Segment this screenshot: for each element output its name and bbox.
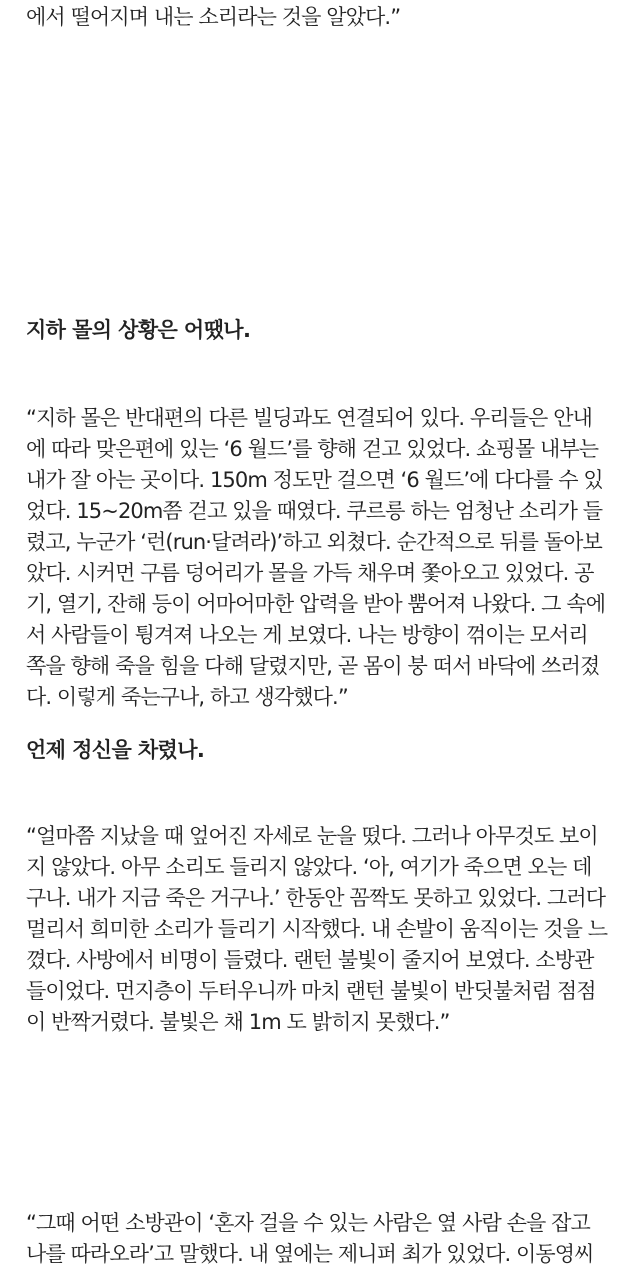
- text-line: 에 따라 맞은편에 있는 ‘6 월드’를 향해 걷고 있었다. 쇼핑몰 내부는: [26, 437, 599, 461]
- text-line: “그때 어떤 소방관이 ‘혼자 걸을 수 있는 사람은 옆 사람 손을 잡고: [26, 1211, 590, 1235]
- text-line: “얼마쯤 지났을 때 엎어진 자세로 눈을 떴다. 그러나 아무것도 보이: [26, 824, 598, 848]
- interview-question-2: [26, 735, 626, 766]
- text-line: 었다. 15~20m쯤 걷고 있을 때였다. 쿠르릉 하는 엄청난 소리가 들: [26, 499, 603, 523]
- text-line: 지 않았다. 아무 소리도 들리지 않았다. ‘아, 여기가 죽으면 오는 데: [26, 855, 592, 879]
- text-line: 다. 이렇게 죽는구나, 하고 생각했다.”: [26, 685, 348, 709]
- interview-answer-1: [26, 403, 626, 713]
- interview-question-1: [26, 315, 626, 346]
- text-line: “지하 몰은 반대편의 다른 빌딩과도 연결되어 있다. 우리들은 안내: [26, 406, 592, 430]
- text-line: 내가 잘 아는 곳이다. 150m 정도만 걸으면 ‘6 월드’에 다다를 수 있: [26, 468, 603, 492]
- text-line: 렸고, 누군가 ‘런(run·달려라)’하고 외쳤다. 순간적으로 뒤를 돌아보: [26, 530, 602, 554]
- question-text: 언제 정신을 차렸나.: [26, 738, 205, 762]
- text-line: 에서 떨어지며 내는 소리라는 것을 알았다.”: [26, 5, 401, 29]
- text-line: 았다. 시커먼 구름 덩어리가 몰을 가득 채우며 쫓아오고 있었다. 공: [26, 561, 594, 585]
- text-line: 서 사람들이 튕겨져 나오는 게 보였다. 나는 방향이 꺾이는 모서리: [26, 623, 588, 647]
- interview-answer-3: [26, 1208, 626, 1270]
- text-line: 들이었다. 먼지층이 두터우니까 마치 랜턴 불빛이 반딧불처럼 점점: [26, 979, 596, 1003]
- intro-paragraph-tail: [26, 2, 626, 33]
- interview-answer-2: [26, 821, 626, 1038]
- text-line: 나를 따라오라’고 말했다. 내 옆에는 제니퍼 최가 있었다. 이동영씨: [26, 1242, 594, 1266]
- text-line: 멀리서 희미한 소리가 들리기 시작했다. 내 손발이 움직이는 것을 느: [26, 917, 608, 941]
- text-line: 이 반짝거렸다. 불빛은 채 1m 도 밝히지 못했다.”: [26, 1010, 450, 1034]
- text-line: 기, 열기, 잔해 등이 어마어마한 압력을 받아 뿜어져 나왔다. 그 속에: [26, 592, 606, 616]
- text-line: 쪽을 향해 죽을 힘을 다해 달렸지만, 곧 몸이 붕 떠서 바닥에 쓰러졌: [26, 654, 600, 678]
- text-line: 꼈다. 사방에서 비명이 들렸다. 랜턴 불빛이 줄지어 보였다. 소방관: [26, 948, 594, 972]
- text-line: 구나. 내가 지금 죽은 거구나.’ 한동안 꼼짝도 못하고 있었다. 그러다: [26, 886, 606, 910]
- question-text: 지하 몰의 상황은 어땠나.: [26, 318, 251, 342]
